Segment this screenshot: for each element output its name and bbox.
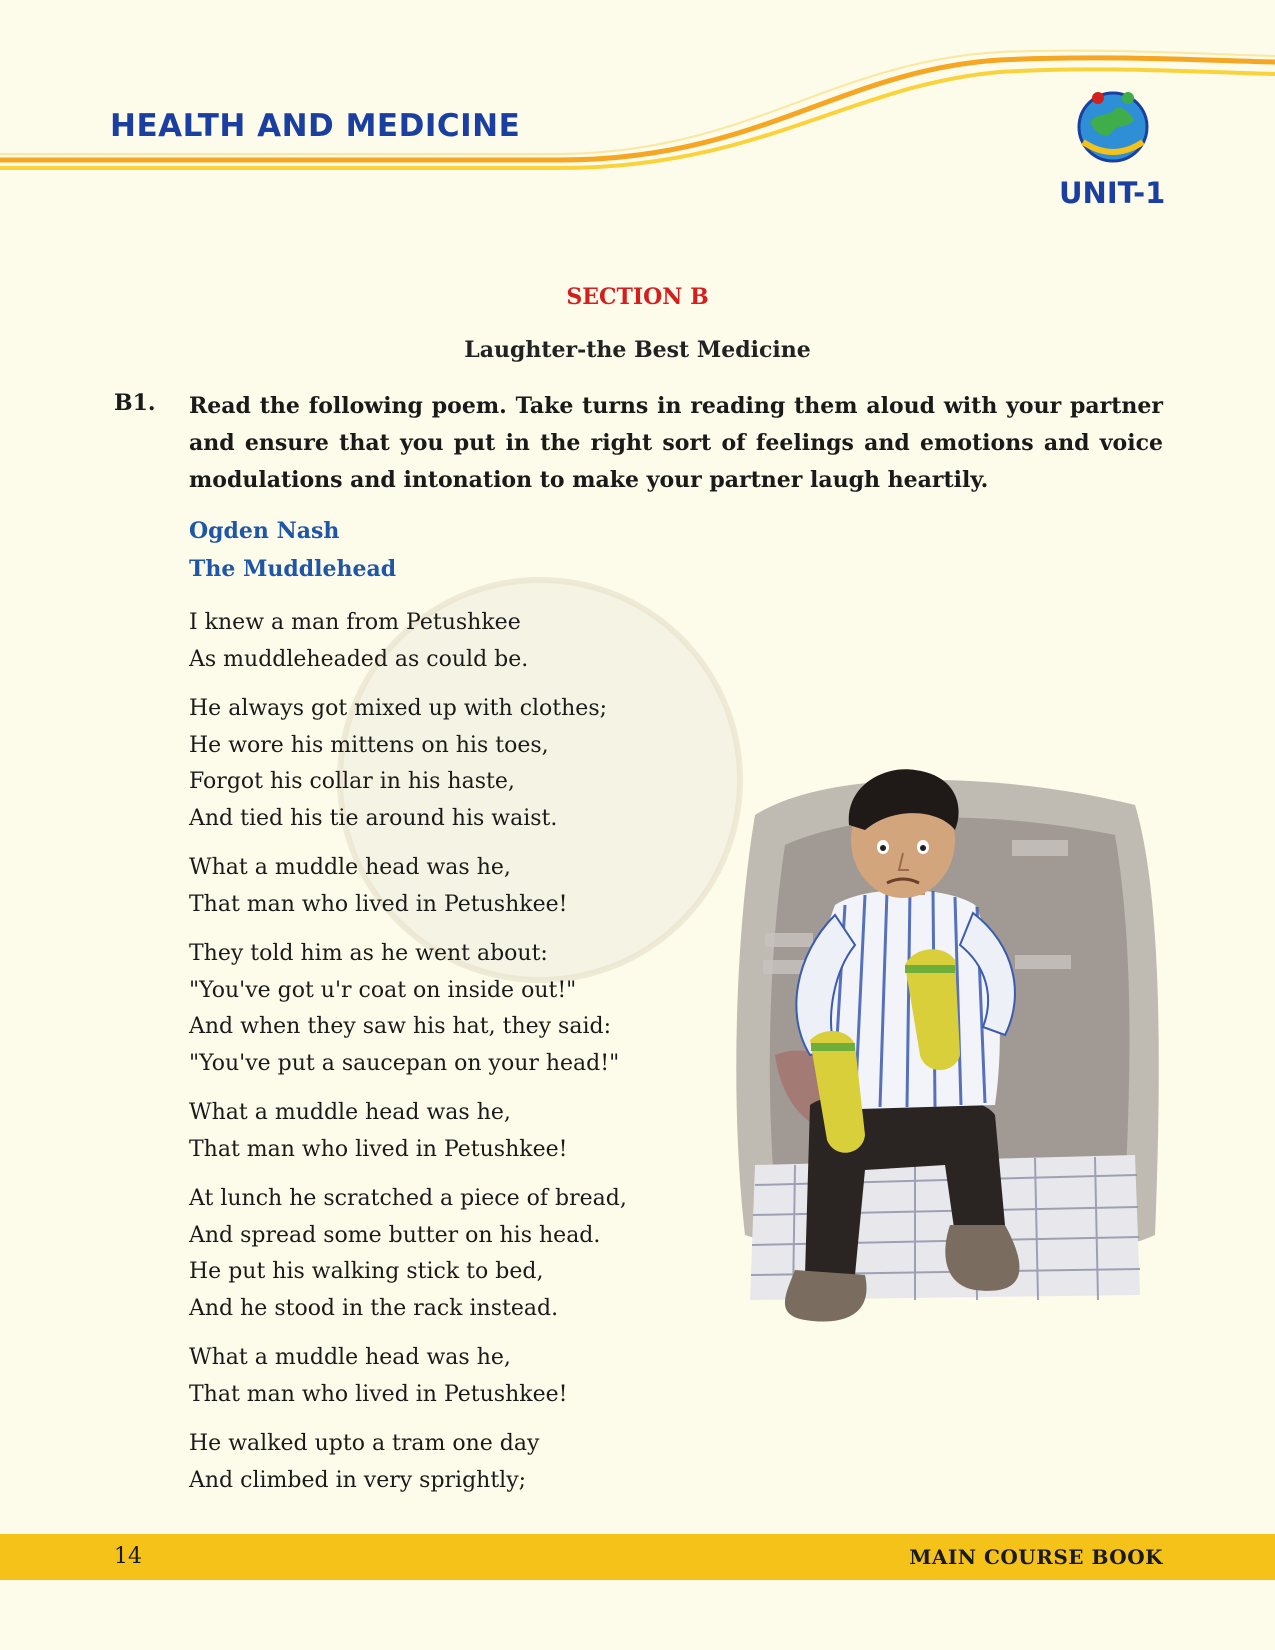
poem-stanza — [189, 605, 749, 678]
chapter-title: HEALTH AND MEDICINE — [110, 108, 521, 144]
question-instruction: Read the following poem. Take turns in reading them aloud with your partner and ensure that you put in the right sort of feelings and emotions and voice modulations and intonation to make your partner laugh heartily. — [189, 393, 1163, 493]
poem-refrain — [189, 850, 749, 923]
poem-body — [189, 605, 749, 1512]
poem-author: Ogden Nash — [189, 518, 340, 544]
poem-line: I knew a man from Petushkee — [189, 610, 521, 635]
poem-line: And spread some butter on his head. — [189, 1222, 601, 1248]
poem-line: What a muddle head was he, — [189, 855, 511, 880]
poem-stanza — [189, 936, 749, 1082]
section-title: SECTION B — [566, 284, 709, 310]
poem-line: That man who lived in Petushkee! — [189, 891, 568, 917]
poem-line: As muddleheaded as could be. — [189, 646, 529, 672]
poem-line: At lunch he scratched a piece of bread, — [189, 1186, 627, 1211]
poem-stanza — [189, 1181, 749, 1327]
poem-line: And he stood in the rack instead. — [189, 1295, 559, 1321]
poem-title: The Muddlehead — [189, 556, 397, 582]
poem-line: Forgot his collar in his haste, — [189, 769, 515, 794]
poem-line: What a muddle head was he, — [189, 1345, 511, 1370]
poem-refrain — [189, 1340, 749, 1413]
poem-line: And tied his tie around his waist. — [189, 805, 558, 831]
poem-line: And when they saw his hat, they said: — [189, 1014, 611, 1039]
poem-line: He put his walking stick to bed, — [189, 1259, 544, 1284]
unit-logo-icon — [1068, 82, 1158, 172]
page-number: 14 — [114, 1544, 142, 1569]
poem-line: That man who lived in Petushkee! — [189, 1381, 568, 1407]
poem-line: They told him as he went about: — [189, 941, 548, 966]
muddlehead-illustration — [715, 755, 1175, 1380]
poem-line: And climbed in very sprightly; — [189, 1467, 527, 1493]
poem-line: That man who lived in Petushkee! — [189, 1136, 568, 1162]
poem-line: What a muddle head was he, — [189, 1100, 511, 1125]
question-number: B1. — [114, 390, 156, 416]
poem-line: He always got mixed up with clothes; — [189, 696, 608, 721]
section-subtitle: Laughter-the Best Medicine — [464, 337, 811, 363]
poem-line: He walked upto a tram one day — [189, 1431, 540, 1456]
unit-label: UNIT-1 — [1059, 176, 1166, 210]
poem-stanza — [189, 691, 749, 837]
book-name: MAIN COURSE BOOK — [909, 1545, 1163, 1569]
poem-line: "You've put a saucepan on your head!" — [189, 1050, 620, 1076]
poem-line: "You've got u'r coat on inside out!" — [189, 977, 577, 1003]
poem-stanza — [189, 1426, 749, 1499]
poem-line: He wore his mittens on his toes, — [189, 732, 549, 758]
poem-refrain — [189, 1095, 749, 1168]
